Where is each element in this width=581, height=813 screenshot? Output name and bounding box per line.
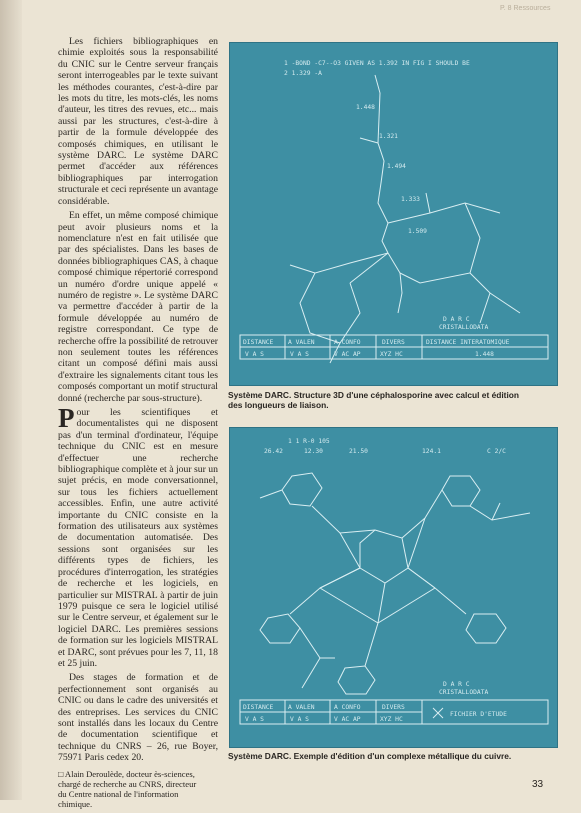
screen2-menu-study-file: FICHIER D'ETUDE [450,711,507,718]
author-signature [58,769,218,810]
screen2-cell-param: 12.30 [304,448,323,455]
signature-line-2: chargé de recherche au CNRS, directeur [58,778,197,789]
screen1-message-line-1: 1 -BOND -C7--O3 GIVEN AS 1.392 IN FIG I SHOULD BE [284,60,470,67]
screen1-menu-interatomic: DISTANCE INTERATOMIQUE [426,339,510,346]
page-number: 33 [532,779,544,790]
paragraph-4: Des stages de formation et de perfectionnement sont organisés au CNIC ou dans le cadre des universités et des entreprises. Les services du CNIC sont installés dans les locaux du Centre de documentation scientifique et technique du CNRS – 26, rue Boyer, 75971 Paris cedex 20. [58,672,218,764]
screen2-menu-confo: A CONFO [334,704,361,711]
figure-caption-1: Système DARC. Structure 3D d'une céphalosporine avec calcul et édition des longueurs de liaison. [228,390,520,410]
complex-bonds [260,473,530,694]
text-column [58,36,218,813]
screen2-brand-darc: D A R C [443,681,470,688]
darc-screen-cephalosporin [229,42,558,386]
screen1-brand-cristallodata: CRISTALLODATA [439,324,489,331]
screen1-menu-interatomic-value: 1.448 [475,351,494,358]
screen2-header-line: 1 1 R-0 105 [288,438,330,445]
bond-length-label: 1.509 [408,228,427,235]
signature-line-3: du Centre national de l'information [58,789,179,800]
screen2-menu-confo-sub: V AC AP [334,716,361,723]
copper-complex-drawing [230,428,557,747]
paragraph-2: En effet, un même composé chimique peut avoir plusieurs noms et la nomenclature n'est en fait utilisée que par des spécialistes. Dans les bases de données bibliographiques CAS, à chaque composé chimique répertorié correspond un numéro d'ordre unique appelé « numéro de registre ». Le système DARC va permettre d'accéder à partir de la formule développée au numéro de registre correspondant. Ce type de recherche offre la possibilité de retrouver non seulement toutes les références citant un composé défini mais aussi d'extraire les signalements citant tous les composés comportant un motif structural donné (recherche par sous-structure). [58,210,218,404]
drop-cap: P [58,403,75,433]
screen2-menu-valence-sub: V A S [290,716,309,723]
screen1-menu-divers-sub: XYZ HC [380,351,403,358]
bond-length-label: 1.333 [401,196,420,203]
screen2-menu-divers: DIVERS [382,704,405,711]
screen1-menu-distance: DISTANCE [243,339,274,346]
screen2-cell-param: 26.42 [264,448,283,455]
molecule-3d-drawing [230,43,557,385]
screen2-cell-param: 21.50 [349,448,368,455]
screen2-brand-cristallodata: CRISTALLODATA [439,689,489,696]
screen1-menu-distance-sub: V A S [245,351,264,358]
screen2-space-group: C 2/C [487,448,506,455]
screen1-menu-confo-sub: V AC AP [334,351,361,358]
figure-caption-2: Système DARC. Exemple d'édition d'un complexe métallique du cuivre. [228,751,512,761]
screen1-message-line-2: 2 1.329 -A [284,70,322,77]
molecule-bonds [290,75,520,363]
screen1-menu-valence: A VALEN [288,339,315,346]
screen2-menu-distance: DISTANCE [243,704,274,711]
darc-screen-copper-complex [229,427,558,748]
screen2-cell-param: 124.1 [422,448,441,455]
screen1-menu-confo: A CONFO [334,339,361,346]
page-gutter-shade [0,0,22,800]
bond-length-label: 1.494 [387,163,406,170]
screen1-brand-darc: D A R C [443,316,470,323]
signature-line-1: □ Alain Deroulède, docteur ès-sciences, [58,768,195,779]
screen2-menu-divers-sub: XYZ HC [380,716,403,723]
bond-length-label: 1.321 [379,133,398,140]
screen1-menu-divers: DIVERS [382,339,405,346]
screen2-menu-valence: A VALEN [288,704,315,711]
paragraph-3-text: our les scientifiques et documentalistes qui ne disposent pas d'un terminal d'ordinateur, l'équipe technique du CNIC est en mesure d'effectuer une recherche bibliographique complète et à jour sur un sujet précis, en mode conversationnel, sur tous les fichiers actuellement accessibles. Enfin, une autre activité importante du CNIC consiste en la formation des utilisateurs aux systèmes de documentation automatisée. Des sessions sont organisées sur les différents types de fichiers, les procédures d'interrogation, les stratégies de recherche et les logiciels, en particulier sur MISTRAL à partir de juin 1979 puisque ce sera le logiciel utilisé sur le Centre serveur, et également sur le logiciel DARC. Les premières sessions de formation sur les logiciels MISTRAL et DARC, sont prévues pour les 7, 11, 18 et 25 juin. [58,407,218,669]
paragraph-1: Les fichiers bibliographiques en chimie exploités sous la responsabilité du CNIC sur le Centre serveur français seront interrogeables par le texte suivant les méthodes courantes, c'est-à-dire par les mots du titre, les mots-clés, les noms d'auteur, les titres des revues, etc... mais aussi par les structures, c'est-à-dire à partir de la formule développée des composés chimiques, en utilisant le système DARC. Le système DARC permet d'accéder aux références bibliographiques par interrogation structurale et ceci représente un avantage considérable. [58,36,218,207]
paragraph-3 [58,403,218,669]
signature-line-4: chimique. [58,799,93,810]
bond-length-label: 1.448 [356,104,375,111]
screen1-menu-valence-sub: V A S [290,351,309,358]
running-header: P. 8 Ressources [500,5,551,12]
screen2-menu-distance-sub: V A S [245,716,264,723]
